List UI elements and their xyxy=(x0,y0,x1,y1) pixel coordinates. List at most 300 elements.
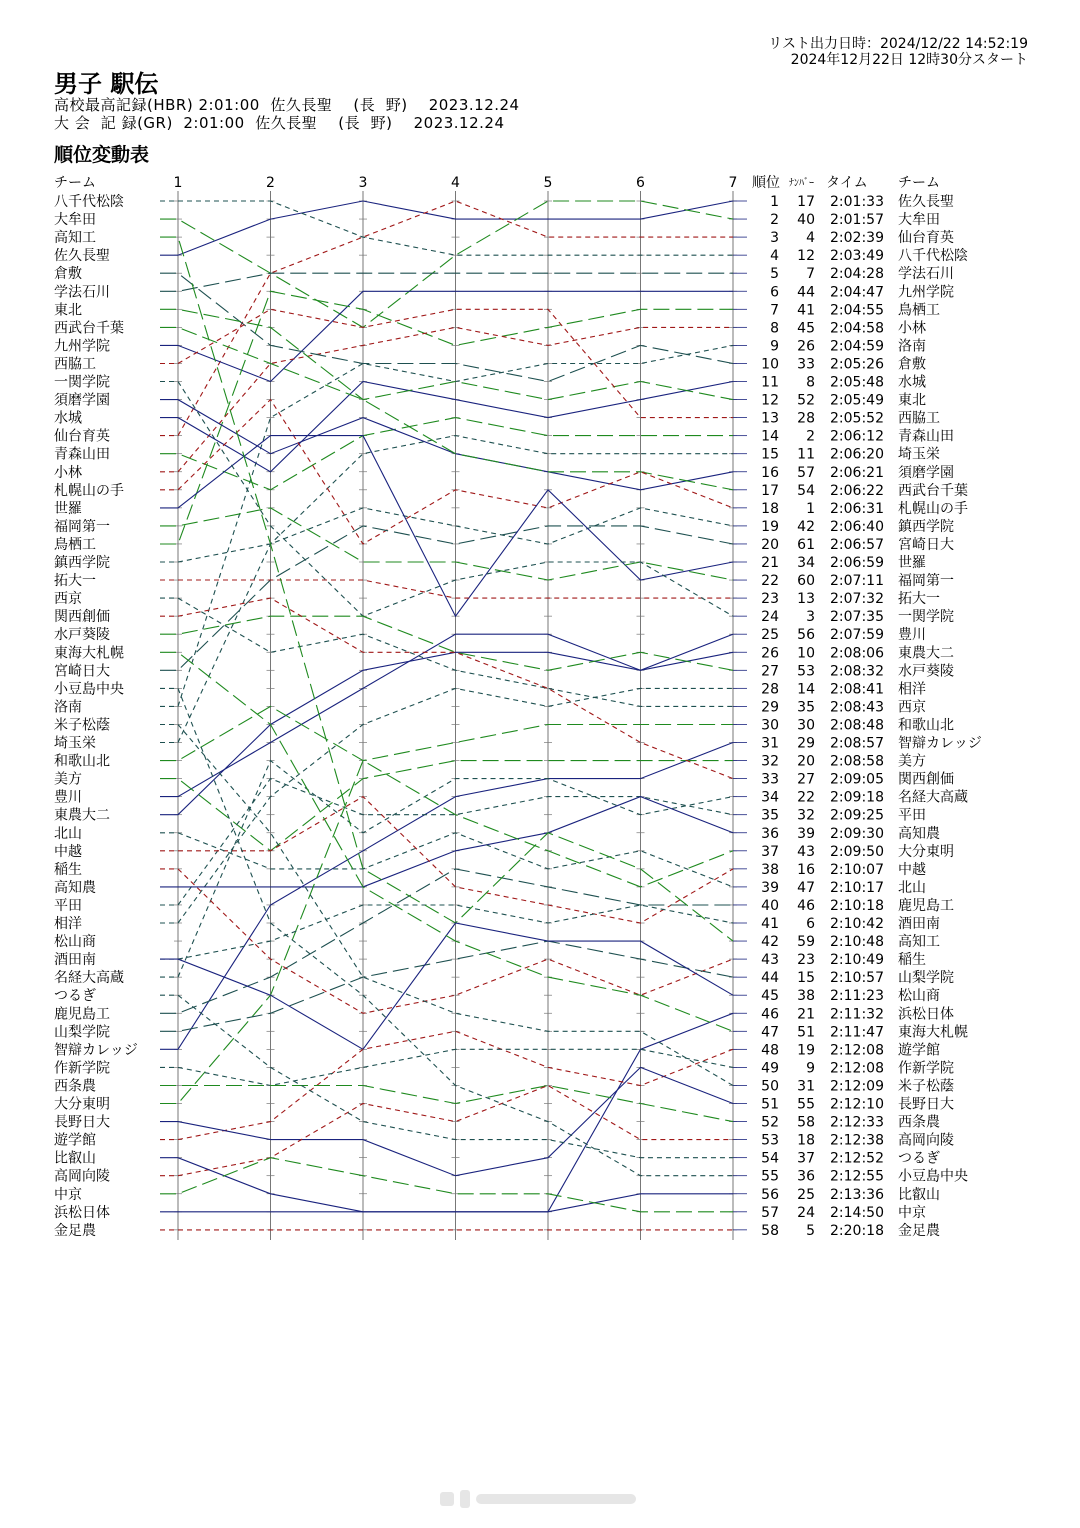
result-number: 38 xyxy=(797,988,815,1005)
series-line-札幌山の手 xyxy=(160,400,733,544)
result-rank: 21 xyxy=(761,555,779,571)
result-number: 60 xyxy=(797,573,815,590)
result-rank: 33 xyxy=(761,771,779,788)
result-team: 青森山田 xyxy=(898,428,954,445)
result-number: 2 xyxy=(806,428,815,445)
result-time: 2:10:49 xyxy=(830,952,884,969)
result-team: 平田 xyxy=(898,807,926,824)
result-time: 2:09:50 xyxy=(830,843,884,860)
result-team: 智辯カレッジ xyxy=(898,735,982,752)
result-rank: 23 xyxy=(761,591,779,608)
result-team: 美方 xyxy=(898,753,926,770)
result-time: 2:08:58 xyxy=(830,753,884,770)
series-line-鹿児島工 xyxy=(160,869,733,1013)
result-time: 2:10:18 xyxy=(830,897,884,914)
result-team: つるぎ xyxy=(898,1150,940,1167)
result-team: 仙台育英 xyxy=(898,230,954,247)
result-team: 鎮西学院 xyxy=(898,518,954,535)
result-number: 14 xyxy=(797,681,815,698)
start-team-label: つるぎ xyxy=(54,988,96,1005)
start-team-label: 学法石川 xyxy=(54,284,110,301)
result-number: 36 xyxy=(797,1168,815,1185)
result-team: 関西創価 xyxy=(898,771,954,788)
result-number: 27 xyxy=(797,771,815,788)
leg-label-7: 7 xyxy=(728,175,738,191)
leg-label-4: 4 xyxy=(451,175,460,191)
result-team: 佐久長聖 xyxy=(898,194,954,210)
result-team: 倉敷 xyxy=(898,356,926,373)
result-team: 札幌山の手 xyxy=(898,500,968,517)
result-team: 洛南 xyxy=(898,338,926,355)
result-rank: 51 xyxy=(761,1096,779,1113)
output-datetime: リスト出力日時：2024/12/22 14:52:19 xyxy=(768,36,1028,52)
page-title: 男子 駅伝 xyxy=(54,70,159,98)
result-number: 29 xyxy=(797,735,815,752)
result-rank: 16 xyxy=(761,464,779,481)
result-number: 42 xyxy=(797,518,815,535)
section-title: 順位変動表 xyxy=(54,144,150,166)
result-time: 2:06:40 xyxy=(830,518,884,535)
result-number: 30 xyxy=(797,717,815,734)
result-team: 酒田南 xyxy=(898,916,940,932)
result-rank: 54 xyxy=(761,1150,779,1167)
result-rank: 10 xyxy=(761,356,779,373)
series-line-稲生 xyxy=(160,869,733,1013)
result-team: 比叡山 xyxy=(898,1186,940,1203)
start-team-label: 水戸葵陵 xyxy=(54,627,110,644)
result-team: 西脇工 xyxy=(898,410,940,427)
result-time: 2:11:32 xyxy=(830,1006,884,1023)
start-team-label: 高知農 xyxy=(54,879,96,896)
start-team-label: 高知工 xyxy=(54,230,96,247)
result-time: 2:07:11 xyxy=(830,573,884,590)
start-team-label: 埼玉栄 xyxy=(54,735,96,752)
result-number: 55 xyxy=(797,1096,815,1113)
start-team-label: 大牟田 xyxy=(54,212,96,229)
start-team-label: 福岡第一 xyxy=(54,518,110,535)
result-number: 32 xyxy=(797,807,815,824)
series-line-浜松日体 xyxy=(160,1013,733,1212)
result-rank: 50 xyxy=(761,1078,779,1095)
result-number: 22 xyxy=(797,789,815,806)
result-time: 2:07:35 xyxy=(830,609,884,626)
watermark-logo xyxy=(440,1488,640,1510)
series-line-西条農 xyxy=(160,1086,733,1122)
start-team-label: 智辯カレッジ xyxy=(54,1042,138,1059)
start-team-label: 東農大二 xyxy=(54,807,110,824)
series-line-東海大札幌 xyxy=(160,652,733,1031)
start-team-label: 酒田南 xyxy=(54,952,96,969)
result-team: 名経大高蔵 xyxy=(898,789,968,806)
start-team-label: 松山商 xyxy=(54,934,96,951)
start-team-label: 八千代松陰 xyxy=(54,194,124,210)
start-team-label: 鳥栖工 xyxy=(54,536,96,553)
result-team: 金足農 xyxy=(898,1222,940,1239)
result-time: 2:14:50 xyxy=(830,1204,884,1221)
series-line-西武台千葉 xyxy=(160,327,733,489)
series-line-青森山田 xyxy=(160,418,733,490)
start-team-label: 拓大一 xyxy=(54,573,96,590)
result-team: 水戸葵陵 xyxy=(898,663,954,680)
result-time: 2:10:42 xyxy=(830,916,884,932)
start-team-label: 大分東明 xyxy=(54,1096,110,1113)
result-rank: 29 xyxy=(761,699,779,716)
result-rank: 53 xyxy=(761,1132,779,1149)
result-team: 和歌山北 xyxy=(898,717,954,734)
result-team: 西京 xyxy=(898,699,926,716)
result-rank: 8 xyxy=(770,320,779,337)
result-number: 10 xyxy=(797,645,815,662)
result-rank: 2 xyxy=(770,212,779,229)
start-time: 2024年12月22日 12時30分スタート xyxy=(790,52,1028,68)
result-rank: 56 xyxy=(761,1186,779,1203)
result-number: 45 xyxy=(797,320,815,337)
team-header-left: チーム xyxy=(54,175,96,191)
result-time: 2:02:39 xyxy=(830,230,884,247)
result-time: 2:04:47 xyxy=(830,284,884,301)
result-rank: 40 xyxy=(761,897,779,914)
result-number: 34 xyxy=(797,555,815,571)
result-rank: 27 xyxy=(761,663,779,680)
start-team-label: 豊川 xyxy=(54,789,82,806)
result-time: 2:01:33 xyxy=(830,194,884,210)
result-number: 31 xyxy=(797,1078,815,1095)
result-rank: 55 xyxy=(761,1168,779,1185)
result-rank: 7 xyxy=(770,302,779,319)
leg-label-1: 1 xyxy=(173,175,183,191)
result-time: 2:08:48 xyxy=(830,717,884,734)
result-time: 2:12:08 xyxy=(830,1042,884,1059)
result-team: 東北 xyxy=(898,392,926,409)
result-rank: 12 xyxy=(761,392,779,409)
result-time: 2:06:22 xyxy=(830,482,884,499)
series-line-鎮西学院 xyxy=(160,508,733,562)
result-team: 小林 xyxy=(898,320,926,337)
result-time: 2:13:36 xyxy=(830,1186,884,1203)
result-number: 51 xyxy=(797,1024,815,1041)
result-rank: 28 xyxy=(761,681,779,698)
result-rank: 15 xyxy=(761,446,779,463)
start-team-label: 佐久長聖 xyxy=(54,248,110,265)
result-team: 八千代松陰 xyxy=(898,248,968,265)
result-time: 2:10:57 xyxy=(830,970,884,987)
result-rank: 30 xyxy=(761,717,779,734)
result-time: 2:11:47 xyxy=(830,1024,884,1041)
result-time: 2:12:08 xyxy=(830,1060,884,1077)
series-line-水戸葵陵 xyxy=(160,616,733,670)
start-team-label: 鹿児島工 xyxy=(54,1006,110,1023)
result-rank: 25 xyxy=(761,627,779,644)
start-team-label: 仙台育英 xyxy=(54,428,110,445)
result-time: 2:04:55 xyxy=(830,302,884,319)
result-rank: 52 xyxy=(761,1114,779,1131)
result-time: 2:04:58 xyxy=(830,320,884,337)
series-line-豊川 xyxy=(160,634,733,796)
result-rank: 1 xyxy=(770,194,779,210)
result-rank: 3 xyxy=(770,230,779,247)
result-rank: 39 xyxy=(761,879,779,896)
result-time: 2:05:49 xyxy=(830,392,884,409)
result-time: 2:06:57 xyxy=(830,536,884,553)
result-time: 2:03:49 xyxy=(830,248,884,265)
start-team-label: 比叡山 xyxy=(54,1150,96,1167)
leg-label-3: 3 xyxy=(358,175,368,191)
result-number: 33 xyxy=(797,356,815,373)
result-time: 2:05:26 xyxy=(830,356,884,373)
result-rank: 31 xyxy=(761,735,779,752)
start-team-label: 鎮西学院 xyxy=(54,555,110,571)
result-number: 44 xyxy=(797,284,815,301)
result-rank: 26 xyxy=(761,645,779,662)
result-number: 18 xyxy=(797,1132,815,1149)
result-number: 21 xyxy=(797,1006,815,1023)
result-number: 7 xyxy=(806,266,815,283)
start-team-label: 北山 xyxy=(54,825,82,842)
result-rank: 34 xyxy=(761,789,779,806)
result-time: 2:10:07 xyxy=(830,861,884,878)
chart-grid xyxy=(174,191,747,1240)
result-number: 56 xyxy=(797,627,815,644)
result-rank: 13 xyxy=(761,410,779,427)
start-team-label: 中京 xyxy=(54,1186,82,1203)
result-number: 5 xyxy=(806,1222,815,1239)
result-time: 2:09:25 xyxy=(830,807,884,824)
start-team-label: 相洋 xyxy=(54,916,82,932)
start-team-label: 金足農 xyxy=(54,1222,96,1239)
leg-label-6: 6 xyxy=(636,175,645,191)
result-rank: 42 xyxy=(761,934,779,951)
result-team: 松山商 xyxy=(898,988,940,1005)
result-time: 2:08:32 xyxy=(830,663,884,680)
series-line-福岡第一 xyxy=(160,508,733,580)
result-team: 浜松日体 xyxy=(898,1006,954,1023)
result-time: 2:07:59 xyxy=(830,627,884,644)
series-line-高知工 xyxy=(160,237,733,941)
series-line-作新学院 xyxy=(160,1049,733,1085)
result-time: 2:11:23 xyxy=(830,988,884,1005)
result-number: 54 xyxy=(797,482,815,499)
result-team: 高岡向陵 xyxy=(898,1132,954,1149)
result-time: 2:08:43 xyxy=(830,699,884,716)
result-number: 9 xyxy=(806,1060,815,1077)
start-team-label: 中越 xyxy=(54,843,82,860)
series-line-比叡山 xyxy=(160,1158,733,1212)
result-team: 西武台千葉 xyxy=(898,482,968,499)
result-rank: 43 xyxy=(761,952,779,969)
start-team-label: 美方 xyxy=(54,771,82,788)
start-team-label: 名経大高蔵 xyxy=(54,970,124,987)
result-time: 2:06:21 xyxy=(830,464,884,481)
result-team: 高知工 xyxy=(898,934,940,951)
start-team-label: 九州学院 xyxy=(54,338,110,355)
result-number: 58 xyxy=(797,1114,815,1131)
result-team: 遊学館 xyxy=(898,1042,940,1059)
start-team-label: 洛南 xyxy=(54,699,82,716)
result-rank: 32 xyxy=(761,753,779,770)
result-number: 3 xyxy=(806,609,815,626)
result-time: 2:04:59 xyxy=(830,338,884,355)
start-team-label: 倉敷 xyxy=(54,266,82,283)
start-team-label: 西条農 xyxy=(54,1078,96,1095)
result-team: 宮崎日大 xyxy=(898,536,954,553)
result-team: 東農大二 xyxy=(898,645,954,662)
result-team: 山梨学院 xyxy=(898,970,954,987)
result-rank: 38 xyxy=(761,861,779,878)
start-team-label: 高岡向陵 xyxy=(54,1168,110,1185)
result-rank: 17 xyxy=(761,482,779,499)
start-team-label: 山梨学院 xyxy=(54,1024,110,1041)
result-team: 世羅 xyxy=(898,555,926,571)
result-team: 小豆島中央 xyxy=(898,1168,968,1185)
start-team-label: 西武台千葉 xyxy=(54,320,124,337)
leg-label-2: 2 xyxy=(266,175,275,191)
start-team-label: 作新学院 xyxy=(54,1060,110,1077)
result-rank: 22 xyxy=(761,573,779,590)
result-number: 17 xyxy=(797,194,815,210)
result-team: 豊川 xyxy=(898,627,926,644)
result-time: 2:05:52 xyxy=(830,410,884,427)
result-rank: 19 xyxy=(761,518,779,535)
result-time: 2:07:32 xyxy=(830,591,884,608)
start-team-label: 札幌山の手 xyxy=(54,482,124,499)
result-rank: 4 xyxy=(770,248,779,265)
chart-labels xyxy=(54,175,982,1239)
result-number: 41 xyxy=(797,302,815,319)
series-line-美方 xyxy=(160,761,733,851)
result-time: 2:20:18 xyxy=(830,1222,884,1239)
result-team: 学法石川 xyxy=(898,266,954,283)
result-number: 23 xyxy=(797,952,815,969)
series-line-仙台育英 xyxy=(160,201,733,436)
start-team-label: 長野日大 xyxy=(54,1114,110,1131)
result-number: 46 xyxy=(797,897,815,914)
result-number: 37 xyxy=(797,1150,815,1167)
result-team: 東海大札幌 xyxy=(898,1024,968,1041)
start-team-label: 青森山田 xyxy=(54,446,110,463)
result-time: 2:06:31 xyxy=(830,500,884,517)
result-time: 2:12:55 xyxy=(830,1168,884,1185)
result-time: 2:06:59 xyxy=(830,555,884,571)
result-number: 61 xyxy=(797,536,815,553)
start-team-label: 須磨学園 xyxy=(54,392,110,409)
result-number: 15 xyxy=(797,970,815,987)
result-time: 2:12:33 xyxy=(830,1114,884,1131)
start-team-label: 西脇工 xyxy=(54,356,96,373)
series-line-学法石川 xyxy=(160,273,733,291)
result-number: 12 xyxy=(797,248,815,265)
result-time: 2:05:48 xyxy=(830,374,884,391)
result-number: 4 xyxy=(806,230,815,247)
series-line-九州学院 xyxy=(160,291,733,381)
result-rank: 36 xyxy=(761,825,779,842)
result-rank: 20 xyxy=(761,536,779,553)
series-line-和歌山北 xyxy=(160,706,733,760)
result-time: 2:12:10 xyxy=(830,1096,884,1113)
result-team: 須磨学園 xyxy=(898,464,954,481)
result-rank: 49 xyxy=(761,1060,779,1077)
rank-header: 順位 xyxy=(752,175,780,191)
result-rank: 9 xyxy=(770,338,779,355)
start-team-label: 遊学館 xyxy=(54,1132,96,1149)
result-rank: 47 xyxy=(761,1024,779,1041)
result-number: 52 xyxy=(797,392,815,409)
result-number: 40 xyxy=(797,212,815,229)
result-rank: 46 xyxy=(761,1006,779,1023)
series-line-埼玉栄 xyxy=(160,436,733,743)
result-rank: 18 xyxy=(761,500,779,517)
result-time: 2:10:48 xyxy=(830,934,884,951)
start-team-label: 水城 xyxy=(54,410,82,427)
result-team: 中京 xyxy=(898,1204,926,1221)
start-team-label: 西京 xyxy=(54,591,82,608)
result-team: 鹿児島工 xyxy=(898,897,954,914)
series-line-水城 xyxy=(160,382,733,472)
result-rank: 41 xyxy=(761,916,779,932)
series-line-須磨学園 xyxy=(160,400,733,490)
result-rank: 35 xyxy=(761,807,779,824)
series-line-西京 xyxy=(160,598,733,706)
time-header: タイム xyxy=(826,175,868,191)
result-team: 中越 xyxy=(898,861,926,878)
series-line-松山商 xyxy=(160,923,733,1049)
result-number: 43 xyxy=(797,843,815,860)
result-rank: 57 xyxy=(761,1204,779,1221)
result-team: 長野日大 xyxy=(898,1096,954,1113)
result-number: 8 xyxy=(806,374,815,391)
result-rank: 5 xyxy=(770,266,779,283)
result-number: 16 xyxy=(797,861,815,878)
series-line-米子松蔭 xyxy=(160,725,733,1086)
result-team: 鳥栖工 xyxy=(898,302,940,319)
result-team: 北山 xyxy=(898,879,926,896)
result-number: 19 xyxy=(797,1042,815,1059)
result-number: 24 xyxy=(797,1204,815,1221)
start-team-label: 小林 xyxy=(54,464,82,481)
series-line-一関学院 xyxy=(160,382,733,617)
result-rank: 24 xyxy=(761,609,779,626)
number-header: ﾅﾝﾊﾞｰ xyxy=(789,178,814,189)
result-number: 26 xyxy=(797,338,815,355)
result-rank: 14 xyxy=(761,428,779,445)
result-time: 2:12:09 xyxy=(830,1078,884,1095)
series-line-洛南 xyxy=(160,345,733,706)
result-team: 米子松蔭 xyxy=(898,1078,954,1095)
team-header-right: チーム xyxy=(898,175,940,191)
result-team: 作新学院 xyxy=(898,1060,954,1077)
result-time: 2:10:17 xyxy=(830,879,884,896)
result-time: 2:12:52 xyxy=(830,1150,884,1167)
result-team: 福岡第一 xyxy=(898,573,954,590)
series-line-高岡向陵 xyxy=(160,1086,733,1176)
hbr-record: 高校最高記録(HBR) 2:01:00 佐久長聖 (長 野) 2023.12.24 xyxy=(54,96,520,114)
start-team-label: 世羅 xyxy=(54,500,82,517)
result-time: 2:04:28 xyxy=(830,266,884,283)
start-team-label: 東海大札幌 xyxy=(54,645,124,662)
result-time: 2:08:41 xyxy=(830,681,884,698)
result-team: 西条農 xyxy=(898,1114,940,1131)
series-lines xyxy=(160,201,733,1230)
result-rank: 11 xyxy=(761,374,779,391)
series-line-大牟田 xyxy=(160,201,733,327)
result-number: 6 xyxy=(806,916,815,932)
start-team-label: 平田 xyxy=(54,897,82,914)
result-rank: 58 xyxy=(761,1222,779,1239)
series-line-相洋 xyxy=(160,688,733,923)
series-line-長野日大 xyxy=(160,1067,733,1175)
result-time: 2:09:18 xyxy=(830,789,884,806)
start-team-label: 関西創価 xyxy=(54,609,110,626)
result-number: 25 xyxy=(797,1186,815,1203)
